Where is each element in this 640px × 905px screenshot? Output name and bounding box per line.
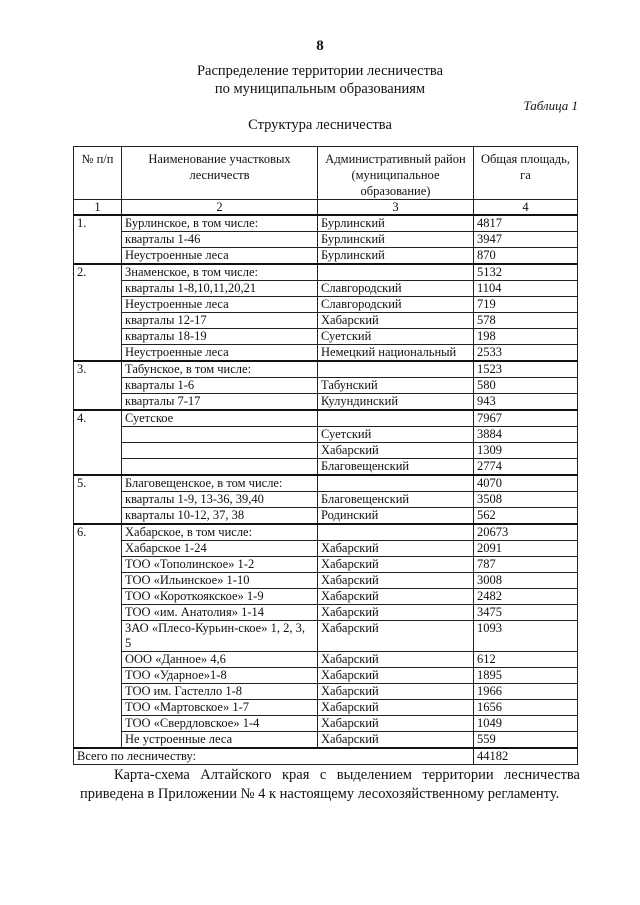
group-number-cell: 4.	[74, 410, 122, 475]
district-cell	[318, 524, 474, 541]
district-cell: Хабарский	[318, 700, 474, 716]
table-row	[74, 215, 578, 232]
table-row	[74, 732, 578, 749]
area-cell: 578	[474, 313, 578, 329]
area-cell: 20673	[474, 524, 578, 541]
forestry-name-cell: кварталы 7-17	[122, 394, 318, 411]
forestry-name-cell: Бурлинское, в том числе:	[122, 215, 318, 232]
forestry-name-cell: Хабарское, в том числе:	[122, 524, 318, 541]
table-body	[74, 200, 578, 765]
area-cell: 1093	[474, 621, 578, 652]
forestry-name-cell: ЗАО «Плесо-Курьин-ское» 1, 2, 3, 5	[122, 621, 318, 652]
group-number-cell: 5.	[74, 475, 122, 524]
area-cell: 198	[474, 329, 578, 345]
district-cell: Бурлинский	[318, 232, 474, 248]
table-row	[74, 232, 578, 248]
forestry-name-cell: Знаменское, в том числе:	[122, 264, 318, 281]
area-cell: 1049	[474, 716, 578, 732]
forestry-name-cell: кварталы 1-46	[122, 232, 318, 248]
area-cell: 2482	[474, 589, 578, 605]
table-row	[74, 248, 578, 265]
area-cell: 580	[474, 378, 578, 394]
forestry-name-cell: Неустроенные леса	[122, 248, 318, 265]
area-cell: 562	[474, 508, 578, 525]
table-row	[74, 508, 578, 525]
forestry-name-cell: кварталы 1-9, 13-36, 39,40	[122, 492, 318, 508]
forestry-name-cell: кварталы 10-12, 37, 38	[122, 508, 318, 525]
forestry-name-cell: Неустроенные леса	[122, 345, 318, 362]
table-row	[74, 684, 578, 700]
table-subtitle: Структура лесничества	[248, 117, 392, 133]
total-area: 44182	[474, 748, 578, 765]
area-cell: 2533	[474, 345, 578, 362]
area-cell: 870	[474, 248, 578, 265]
area-cell: 1656	[474, 700, 578, 716]
district-cell: Хабарский	[318, 573, 474, 589]
area-cell: 3884	[474, 427, 578, 443]
area-cell: 2774	[474, 459, 578, 476]
area-cell: 3508	[474, 492, 578, 508]
footer-paragraph: Карта-схема Алтайского края с выделением территории лесничества приведена в Приложении № 4 к настоящему лесохозяйственному регламенту.	[80, 767, 580, 802]
forestry-name-cell: Хабарское 1-24	[122, 541, 318, 557]
table-row	[74, 524, 578, 541]
forestry-name-cell: кварталы 18-19	[122, 329, 318, 345]
district-cell: Родинский	[318, 508, 474, 525]
forestry-name-cell: кварталы 12-17	[122, 313, 318, 329]
area-cell: 3947	[474, 232, 578, 248]
district-cell: Хабарский	[318, 716, 474, 732]
table-row	[74, 541, 578, 557]
district-cell: Хабарский	[318, 557, 474, 573]
table-row	[74, 652, 578, 668]
page-number: 8	[316, 38, 324, 54]
group-number-cell: 2.	[74, 264, 122, 361]
header-number: № п/п	[74, 147, 122, 200]
district-cell: Хабарский	[318, 668, 474, 684]
header-forestry-name: Наименование участковых лесничеств	[122, 147, 318, 200]
group-number-cell: 6.	[74, 524, 122, 748]
group-number-cell: 3.	[74, 361, 122, 410]
district-cell	[318, 475, 474, 492]
table-row	[74, 557, 578, 573]
table-row	[74, 394, 578, 411]
table-row	[74, 700, 578, 716]
district-cell: Славгородский	[318, 297, 474, 313]
forestry-name-cell: ООО «Данное» 4,6	[122, 652, 318, 668]
area-cell: 1895	[474, 668, 578, 684]
district-cell: Хабарский	[318, 621, 474, 652]
district-cell: Хабарский	[318, 652, 474, 668]
area-cell: 559	[474, 732, 578, 749]
forestry-name-cell: ТОО «Свердловское» 1-4	[122, 716, 318, 732]
district-cell: Бурлинский	[318, 215, 474, 232]
area-cell: 7967	[474, 410, 578, 427]
table-row	[74, 492, 578, 508]
table-row	[74, 427, 578, 443]
column-number-row	[74, 200, 578, 216]
forestry-structure-table	[73, 146, 578, 765]
forestry-name-cell: Суетское	[122, 410, 318, 427]
table-row	[74, 589, 578, 605]
forestry-name-cell: кварталы 1-8,10,11,20,21	[122, 281, 318, 297]
area-cell: 1309	[474, 443, 578, 459]
total-label: Всего по лесничеству:	[74, 748, 474, 765]
forestry-name-cell: Не устроенные леса	[122, 732, 318, 749]
area-cell: 2091	[474, 541, 578, 557]
district-cell: Хабарский	[318, 732, 474, 749]
table-row	[74, 605, 578, 621]
area-cell: 3475	[474, 605, 578, 621]
table-row	[74, 410, 578, 427]
column-number: 4	[474, 200, 578, 216]
forestry-name-cell: Благовещенское, в том числе:	[122, 475, 318, 492]
header-area: Общая площадь, га	[474, 147, 578, 200]
table-row	[74, 668, 578, 684]
table-header-row	[74, 147, 578, 200]
table-row	[74, 443, 578, 459]
area-cell: 4070	[474, 475, 578, 492]
table-row	[74, 716, 578, 732]
header-district: Административный район (муниципальное образование)	[318, 147, 474, 200]
forestry-name-cell: ТОО «Короткоякское» 1-9	[122, 589, 318, 605]
forestry-name-cell: ТОО «Ударное»1-8	[122, 668, 318, 684]
total-row	[74, 748, 578, 765]
forestry-name-cell: кварталы 1-6	[122, 378, 318, 394]
district-cell: Бурлинский	[318, 248, 474, 265]
forestry-name-cell: ТОО «им. Анатолия» 1-14	[122, 605, 318, 621]
district-cell	[318, 264, 474, 281]
table-row	[74, 345, 578, 362]
district-cell: Хабарский	[318, 443, 474, 459]
table-row	[74, 329, 578, 345]
district-cell: Кулундинский	[318, 394, 474, 411]
table-row	[74, 475, 578, 492]
district-cell	[318, 361, 474, 378]
page-title	[0, 62, 640, 98]
table-row	[74, 573, 578, 589]
area-cell: 3008	[474, 573, 578, 589]
district-cell: Хабарский	[318, 313, 474, 329]
forestry-name-cell: ТОО «Ильинское» 1-10	[122, 573, 318, 589]
district-cell	[318, 410, 474, 427]
forestry-name-cell: Табунское, в том числе:	[122, 361, 318, 378]
area-cell: 943	[474, 394, 578, 411]
title-line-2: по муниципальным образованиям	[214, 81, 426, 97]
table-row	[74, 621, 578, 652]
forestry-name-cell: ТОО «Мартовское» 1-7	[122, 700, 318, 716]
group-number-cell: 1.	[74, 215, 122, 264]
table-row	[74, 459, 578, 476]
forestry-name-cell	[122, 459, 318, 476]
district-cell: Суетский	[318, 329, 474, 345]
district-cell: Славгородский	[318, 281, 474, 297]
forestry-name-cell: ТОО «Тополинское» 1-2	[122, 557, 318, 573]
forestry-name-cell	[122, 443, 318, 459]
district-cell: Суетский	[318, 427, 474, 443]
district-cell: Благовещенский	[318, 492, 474, 508]
table-row	[74, 297, 578, 313]
column-number: 2	[122, 200, 318, 216]
area-cell: 5132	[474, 264, 578, 281]
table-row	[74, 378, 578, 394]
district-cell: Благовещенский	[318, 459, 474, 476]
district-cell: Хабарский	[318, 589, 474, 605]
forestry-name-cell: ТОО им. Гастелло 1-8	[122, 684, 318, 700]
area-cell: 1104	[474, 281, 578, 297]
table-row	[74, 313, 578, 329]
forestry-name-cell: Неустроенные леса	[122, 297, 318, 313]
district-cell: Хабарский	[318, 541, 474, 557]
column-number: 3	[318, 200, 474, 216]
area-cell: 719	[474, 297, 578, 313]
district-cell: Табунский	[318, 378, 474, 394]
table-row	[74, 361, 578, 378]
forestry-name-cell	[122, 427, 318, 443]
column-number: 1	[74, 200, 122, 216]
district-cell: Хабарский	[318, 605, 474, 621]
table-row	[74, 281, 578, 297]
table-label: Таблица 1	[523, 98, 578, 113]
title-line-1: Распределение территории лесничества	[196, 63, 444, 79]
district-cell: Хабарский	[318, 684, 474, 700]
area-cell: 612	[474, 652, 578, 668]
area-cell: 4817	[474, 215, 578, 232]
area-cell: 787	[474, 557, 578, 573]
table-row	[74, 264, 578, 281]
area-cell: 1523	[474, 361, 578, 378]
area-cell: 1966	[474, 684, 578, 700]
district-cell: Немецкий национальный	[318, 345, 474, 362]
